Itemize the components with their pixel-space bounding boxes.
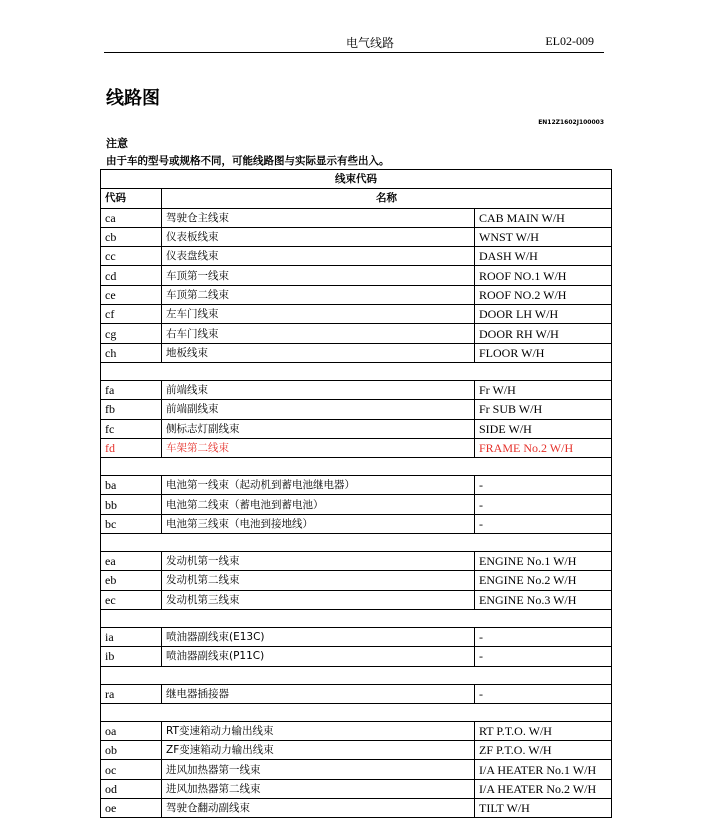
harness-name-cn-cell: 地板线束	[162, 343, 475, 362]
harness-name-cn-cell: 进风加热器第一线束	[162, 760, 475, 779]
harness-name-cn-cell: ZF变速箱动力输出线束	[162, 741, 475, 760]
harness-name-en-cell: Fr W/H	[475, 380, 612, 399]
document-id: EN12Z1602J100003	[538, 119, 604, 126]
harness-name-cn-cell: 电池第一线束（起动机到蓄电池继电器）	[162, 476, 475, 495]
harness-name-en-cell: RT P.T.O. W/H	[475, 721, 612, 740]
harness-name-cn-cell: 车顶第一线束	[162, 266, 475, 285]
harness-name-en-cell: ROOF NO.1 W/H	[475, 266, 612, 285]
page-title: 线路图	[106, 88, 160, 109]
harness-code-cell: cf	[101, 305, 162, 324]
harness-name-cn-cell: 侧标志灯副线束	[162, 419, 475, 438]
harness-name-en-cell: FLOOR W/H	[475, 343, 612, 362]
harness-name-cn-cell: 前端副线束	[162, 400, 475, 419]
table-row	[101, 438, 612, 457]
table-row	[101, 247, 612, 266]
harness-name-cn-cell: 车顶第二线束	[162, 285, 475, 304]
spacer-cell	[101, 362, 612, 380]
table-caption: 线束代码	[101, 170, 612, 189]
table-row	[101, 380, 612, 399]
harness-code-cell: oe	[101, 799, 162, 818]
harness-code-cell: cg	[101, 324, 162, 343]
table-row	[101, 400, 612, 419]
spacer-cell	[101, 666, 612, 684]
harness-name-cn-cell: 电池第二线束（蓄电池到蓄电池）	[162, 495, 475, 514]
spacer-cell	[101, 703, 612, 721]
harness-name-en-cell: ENGINE No.3 W/H	[475, 590, 612, 609]
table-row	[101, 647, 612, 666]
table-row	[101, 721, 612, 740]
table-row	[101, 760, 612, 779]
harness-name-cn-cell: 发动机第一线束	[162, 552, 475, 571]
table-row	[101, 285, 612, 304]
page-header	[104, 34, 604, 53]
harness-name-en-cell: TILT W/H	[475, 799, 612, 818]
harness-name-cn-cell: 喷油器副线束(E13C)	[162, 627, 475, 646]
harness-code-cell: oa	[101, 721, 162, 740]
harness-code-cell: ec	[101, 590, 162, 609]
group-spacer-row	[101, 703, 612, 721]
harness-code-cell: ch	[101, 343, 162, 362]
group-spacer-row	[101, 458, 612, 476]
harness-name-en-cell: -	[475, 647, 612, 666]
harness-name-en-cell: -	[475, 476, 612, 495]
harness-code-cell: cc	[101, 247, 162, 266]
table-row	[101, 227, 612, 246]
table-row	[101, 495, 612, 514]
harness-name-cn-cell: 发动机第三线束	[162, 590, 475, 609]
column-header-name: 名称	[162, 189, 612, 208]
harness-name-cn-cell: 仪表盘线束	[162, 247, 475, 266]
harness-code-cell: od	[101, 779, 162, 798]
harness-code-cell: bb	[101, 495, 162, 514]
harness-name-en-cell: I/A HEATER No.1 W/H	[475, 760, 612, 779]
table-row	[101, 741, 612, 760]
table-row	[101, 571, 612, 590]
spacer-cell	[101, 534, 612, 552]
table-row	[101, 343, 612, 362]
harness-name-en-cell: WNST W/H	[475, 227, 612, 246]
column-header-code: 代码	[101, 189, 162, 208]
table-row	[101, 476, 612, 495]
spacer-cell	[101, 609, 612, 627]
harness-name-cn-cell: 喷油器副线束(P11C)	[162, 647, 475, 666]
harness-name-en-cell: DOOR RH W/H	[475, 324, 612, 343]
harness-name-cn-cell: 右车门线束	[162, 324, 475, 343]
harness-name-cn-cell: 发动机第二线束	[162, 571, 475, 590]
harness-name-en-cell: Fr SUB W/H	[475, 400, 612, 419]
spacer-cell	[101, 458, 612, 476]
harness-code-cell: ia	[101, 627, 162, 646]
harness-name-en-cell: ZF P.T.O. W/H	[475, 741, 612, 760]
harness-code-cell: oc	[101, 760, 162, 779]
table-row	[101, 684, 612, 703]
harness-code-cell: bc	[101, 514, 162, 533]
table-row	[101, 779, 612, 798]
group-spacer-row	[101, 534, 612, 552]
harness-name-en-cell: SIDE W/H	[475, 419, 612, 438]
harness-name-en-cell: -	[475, 684, 612, 703]
harness-code-cell: ib	[101, 647, 162, 666]
table-header-row	[101, 189, 612, 208]
harness-code-cell: fa	[101, 380, 162, 399]
group-spacer-row	[101, 362, 612, 380]
table-row	[101, 305, 612, 324]
harness-code-cell: ba	[101, 476, 162, 495]
harness-name-en-cell: DASH W/H	[475, 247, 612, 266]
note-title: 注意	[106, 137, 128, 150]
group-spacer-row	[101, 666, 612, 684]
harness-name-cn-cell: 左车门线束	[162, 305, 475, 324]
harness-code-cell: ob	[101, 741, 162, 760]
harness-code-cell: eb	[101, 571, 162, 590]
table-row	[101, 324, 612, 343]
harness-name-cn-cell: 进风加热器第二线束	[162, 779, 475, 798]
harness-name-cn-cell: 电池第三线束（电池到接地线）	[162, 514, 475, 533]
table-row	[101, 627, 612, 646]
harness-name-en-cell: FRAME No.2 W/H	[475, 438, 612, 457]
harness-name-en-cell: CAB MAIN W/H	[475, 208, 612, 227]
harness-name-en-cell: -	[475, 514, 612, 533]
harness-code-cell: cb	[101, 227, 162, 246]
harness-code-cell: cd	[101, 266, 162, 285]
harness-code-cell: ea	[101, 552, 162, 571]
harness-code-table	[100, 169, 612, 818]
section-title: 电气线路	[346, 36, 395, 50]
table-row	[101, 552, 612, 571]
harness-name-cn-cell: 驾驶仓主线束	[162, 208, 475, 227]
harness-name-cn-cell: 前端线束	[162, 380, 475, 399]
harness-code-cell: ca	[101, 208, 162, 227]
table-row	[101, 266, 612, 285]
harness-name-cn-cell: 继电器插接器	[162, 684, 475, 703]
harness-name-en-cell: I/A HEATER No.2 W/H	[475, 779, 612, 798]
group-spacer-row	[101, 609, 612, 627]
table-row	[101, 514, 612, 533]
harness-name-en-cell: DOOR LH W/H	[475, 305, 612, 324]
harness-name-en-cell: ENGINE No.1 W/H	[475, 552, 612, 571]
harness-name-cn-cell: 驾驶仓翻动副线束	[162, 799, 475, 818]
harness-code-cell: ce	[101, 285, 162, 304]
harness-code-cell: fc	[101, 419, 162, 438]
harness-name-en-cell: -	[475, 627, 612, 646]
harness-code-cell: ra	[101, 684, 162, 703]
harness-name-en-cell: -	[475, 495, 612, 514]
harness-code-cell: fd	[101, 438, 162, 457]
harness-name-en-cell: ENGINE No.2 W/H	[475, 571, 612, 590]
harness-name-cn-cell: 仪表板线束	[162, 227, 475, 246]
table-row	[101, 419, 612, 438]
note-text: 由于车的型号或规格不同，可能线路图与实际显示有些出入。	[106, 155, 390, 167]
table-caption-row	[101, 170, 612, 189]
harness-name-cn-cell: 车架第二线束	[162, 438, 475, 457]
table-row	[101, 590, 612, 609]
table-row	[101, 799, 612, 818]
harness-code-cell: fb	[101, 400, 162, 419]
harness-name-en-cell: ROOF NO.2 W/H	[475, 285, 612, 304]
harness-name-cn-cell: RT变速箱动力输出线束	[162, 721, 475, 740]
page-number: EL02-009	[545, 34, 594, 48]
table-row	[101, 208, 612, 227]
